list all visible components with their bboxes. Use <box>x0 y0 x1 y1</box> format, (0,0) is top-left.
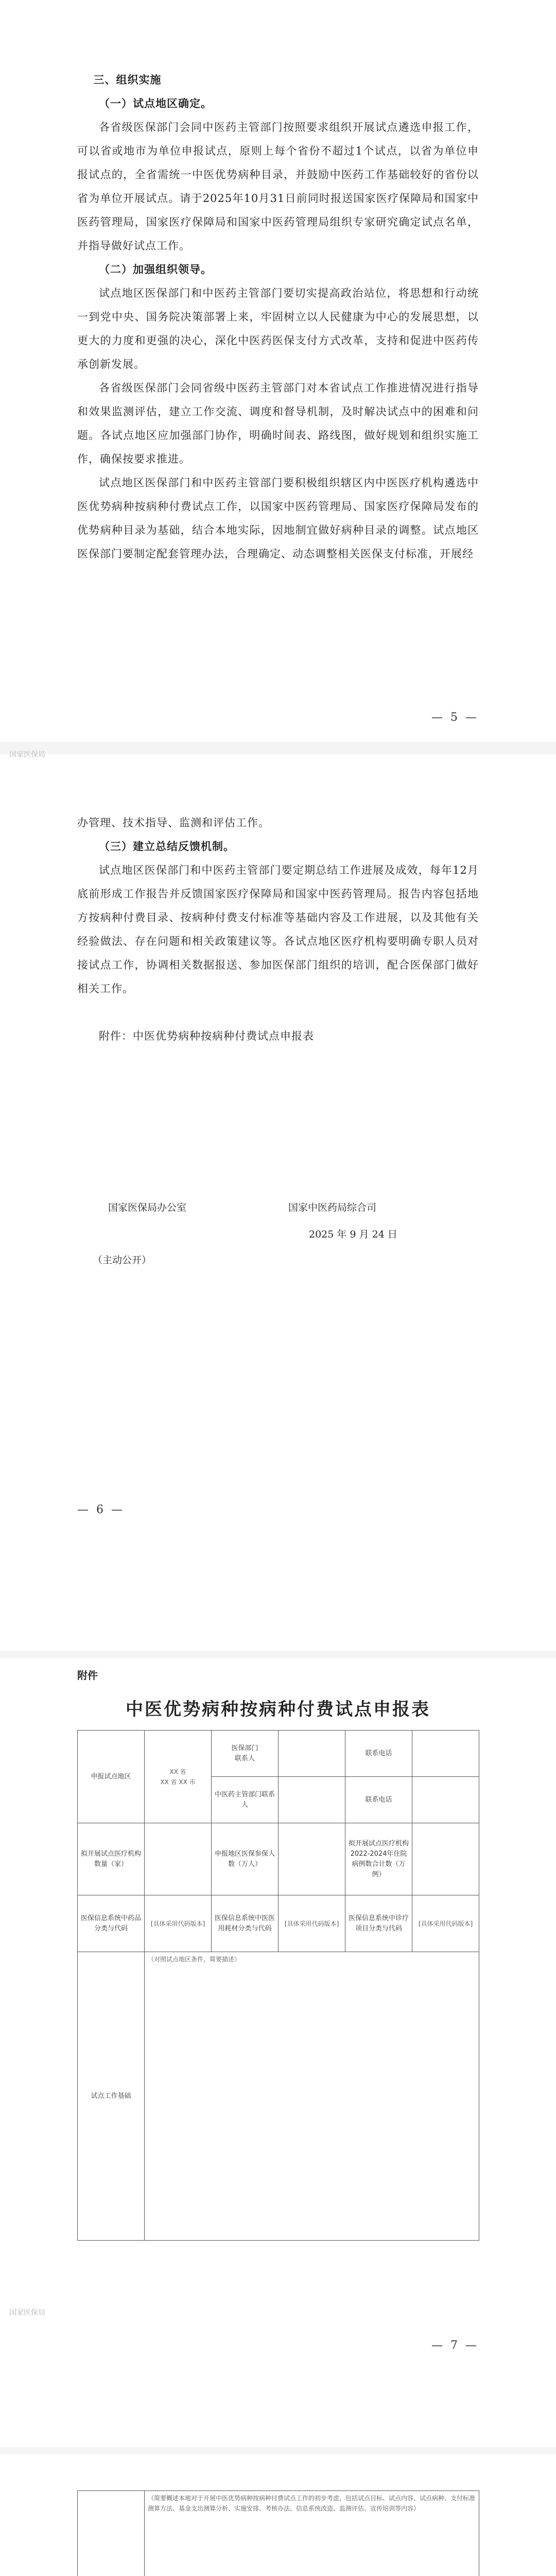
input-phone[interactable] <box>412 1777 479 1823</box>
subheading-leadership: （二）加强组织领导。 <box>99 263 212 276</box>
subheading-region: （一）试点地区确定。 <box>99 97 212 110</box>
page-7 <box>0 1658 556 2447</box>
paragraph: 办管理、技术指导、监测和评估工作。 <box>77 817 270 829</box>
label-plan <box>78 2491 145 2576</box>
label-insured-people: 申报地区医保参保人数（万人） <box>212 1823 279 1895</box>
input-tcm-dept-contact[interactable] <box>279 1777 345 1823</box>
page-8 <box>0 2454 556 2576</box>
form-title: 中医优势病种按病种付费试点申报表 <box>126 1699 430 1720</box>
page-5-body <box>77 68 479 566</box>
label-drug-code: 医保信息系统中药品分类与代码 <box>78 1895 145 1952</box>
page-gap <box>0 742 556 754</box>
watermark-text: 国家医保局 <box>9 2309 45 2317</box>
paragraph: 试点地区医保部门和中医药主管部门要定期总结工作进展及成效，每年12月底前形成工作报告并反馈国家医疗保障局和国家中医药管理局。报告内容包括地方按病种付费目录、按病种付费支付标准等基础内容及工作进展，以及其他有关经验做法、存在问题和相关政策建议等。各试点地区医疗机构要明确专职人员对接试点工作，协调相关数据报送、参加医保部门组织的培训，配合医保部门做好相关工作。 <box>77 864 479 995</box>
region-value: XX 省 XX 省 XX 市 <box>145 1731 212 1823</box>
pilot-basis-field[interactable]: （对照试点地区条件，简要描述） <box>145 1952 479 2241</box>
paragraph: 试点地区医保部门和中医药主管部门要切实提高政治站位，将思想和行动统一到党中央、国务院决策部署上来，牢固树立以人民健康为中心的发展思想，以更大的力度和更强的决心，深化中医药医保支付方式改革，支持和促进中医药传承创新发展。 <box>77 287 479 370</box>
subheading-feedback: （三）建立总结反馈机制。 <box>99 840 235 853</box>
attachment-line: 附件：中医优势病种按病种付费试点申报表 <box>99 1030 314 1042</box>
label-phone: 联系电话 <box>345 1777 412 1823</box>
label-planned-institutions: 拟开展试点医疗机构数量（家） <box>78 1823 145 1895</box>
page-6-body <box>77 811 479 1048</box>
page-gap <box>0 2447 556 2454</box>
label-region: 申报试点地区 <box>78 1731 145 1823</box>
label-planned-discharge: 拟开展试点医疗机构2022-2024年住院病例数合计数（万例） <box>345 1823 412 1895</box>
paragraph: 各省级医保部门会同省级中医药主管部门对本省试点工作推进情况进行指导和效果监测评估，建立工作交流、调度和督导机制，及时解决试点中的困难和问题。各试点地区应加强部门协作，明确时间表、路线图，做好规划和组织实施工作，确保按要求推进。 <box>77 382 479 465</box>
paragraph: 试点地区医保部门和中医药主管部门要积极组织辖区内中医医疗机构遴选中医优势病种按病种付费试点工作，以国家中医药管理局、国家医疗保障局发布的优势病种目录为基础，结合本地实际，因地制宜做好病种目录的调整。试点地区医保部门要制定配套管理办法，合理确定、动态调整相关医保支付标准，开展经 <box>77 477 479 560</box>
label-consumable-code: 医保信息系统中医医用耗材分类与代码 <box>212 1895 279 1952</box>
input-phone[interactable] <box>412 1731 479 1777</box>
consumable-code-hint: [具体采用代码版本] <box>279 1895 345 1952</box>
input-planned-institutions[interactable] <box>145 1823 212 1895</box>
page-6 <box>0 751 556 1651</box>
label-tcm-dept-contact: 中医药主管部门联系人 <box>212 1777 279 1823</box>
input-planned-discharge[interactable] <box>412 1823 479 1895</box>
label-service-code: 医保信息系统中诊疗项目分类与代码 <box>345 1895 412 1952</box>
page-5 <box>0 0 556 742</box>
page-number: — 5 — <box>431 711 479 724</box>
paragraph: 各省级医保部门会同中医药主管部门按照要求组织开展试点遴选申报工作，可以省或地市为单位申报试点，原则上每个省份不超过1个试点，以省为单位申报试点的，全省需统一中医优势病种目录，并鼓励中医药工作基础较好的省份以省为单位开展试点。请于2025年10月31日前同时报送国家医疗保障局和国家中医药管理局，国家医疗保障局和国家中医药管理局组织专家研究确定试点名单，并指导做好试点工作。 <box>77 121 479 252</box>
annex-label: 附件 <box>77 1669 98 1682</box>
label-med-dept-contact: 医保部门 联系人 <box>212 1731 279 1777</box>
application-form <box>77 1730 479 2241</box>
service-code-hint: [具体采用代码版本] <box>412 1895 479 1952</box>
watermark-text: 国家医保局 <box>9 751 45 759</box>
page-number: — 7 — <box>431 2339 479 2352</box>
page-gap <box>0 1651 556 1658</box>
plan-field[interactable]: （简要概述本地对于开展中医优势病种按病种付费试点工作的初步考虑，包括试点目标、试点内容、试点病种、支付标准测算方法、基金支出测算分析、实施安排、考核办法、信息系统改造、监测评估、宣传培训等内容） <box>145 2491 479 2576</box>
drug-code-hint: [具体采用代码版本] <box>145 1895 212 1952</box>
input-insured-people[interactable] <box>279 1823 345 1895</box>
signer-right: 国家中医药局综合司 <box>288 1202 377 1213</box>
section-heading-organize: 三、组织实施 <box>93 73 162 86</box>
signer-left: 国家医保局办公室 <box>108 1202 187 1213</box>
application-form-cont <box>77 2490 479 2576</box>
public-note: （主动公开） <box>93 1255 152 1266</box>
issue-date: 2025 年 9 月 24 日 <box>309 1229 397 1240</box>
input-med-dept-contact[interactable] <box>279 1731 345 1777</box>
label-phone: 联系电话 <box>345 1731 412 1777</box>
page-number: — 6 — <box>77 1503 125 1516</box>
label-pilot-basis: 试点工作基础 <box>78 1952 145 2241</box>
